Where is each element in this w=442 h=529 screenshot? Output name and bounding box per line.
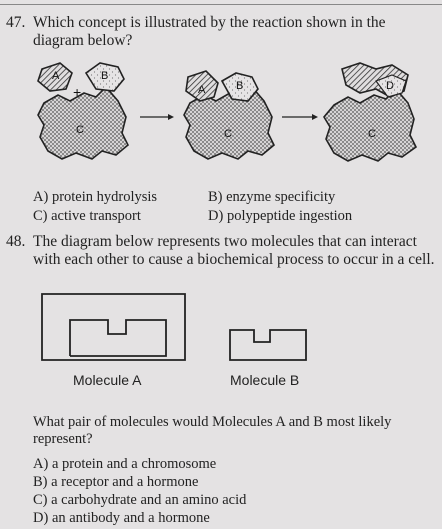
option-text: enzyme specificity <box>226 189 336 205</box>
option-text: an antibody and a hormone <box>51 510 210 526</box>
question-text-line2: diagram below? <box>33 32 133 49</box>
option-text: protein hydrolysis <box>51 189 158 205</box>
q48-option-c[interactable] <box>33 492 246 509</box>
question-number: 47. <box>6 14 26 31</box>
option-letter: D) <box>208 208 224 224</box>
stage-1 <box>38 63 128 159</box>
label-b: B <box>101 70 109 82</box>
svg-text:C: C <box>224 128 232 140</box>
label-d: D <box>386 80 394 92</box>
option-text: a receptor and a hormone <box>51 474 199 490</box>
svg-text:A: A <box>198 84 206 96</box>
question-text-line1: The diagram below represents two molecules that can interact <box>33 233 417 250</box>
q48-option-a[interactable] <box>33 456 216 473</box>
option-letter: D) <box>33 510 49 526</box>
option-text: active transport <box>51 208 141 224</box>
prompt-line1: What pair of molecules would Molecules A and B most likely <box>33 414 392 430</box>
enzyme-reaction-diagram <box>0 55 442 185</box>
option-text: a carbohydrate and an amino acid <box>51 492 247 508</box>
option-letter: B) <box>208 189 223 205</box>
stage-2 <box>184 71 274 159</box>
option-letter: B) <box>33 474 48 490</box>
q47-option-c[interactable] <box>33 208 141 225</box>
svg-text:B: B <box>236 80 244 92</box>
prompt-line2: represent? <box>33 431 93 447</box>
option-text: a protein and a chromosome <box>51 456 217 472</box>
option-text: polypeptide ingestion <box>226 208 353 224</box>
question-number: 48. <box>6 233 26 250</box>
molecule-a-outline <box>42 294 185 360</box>
question-text-line2: with each other to cause a biochemical process to occur in a cell. <box>33 251 435 268</box>
label-c: C <box>76 124 84 136</box>
molecule-a-label: Molecule A <box>73 372 142 388</box>
molecule-c-shape <box>38 87 128 159</box>
q47-option-b[interactable] <box>208 189 335 206</box>
molecule-b-outline <box>230 330 306 360</box>
question-text-line1: Which concept is illustrated by the reaction shown in the <box>33 14 386 31</box>
molecule-b-label: Molecule B <box>230 372 300 388</box>
label-plus: + <box>73 84 82 100</box>
q48-option-d[interactable] <box>33 510 210 527</box>
q48-option-b[interactable] <box>33 474 198 491</box>
q47-option-d[interactable] <box>208 208 352 225</box>
option-letter: C) <box>33 208 48 224</box>
option-letter: A) <box>33 189 49 205</box>
molecules-diagram <box>0 290 442 370</box>
option-letter: C) <box>33 492 48 508</box>
svg-text:C: C <box>368 128 376 140</box>
label-a: A <box>52 70 60 82</box>
stage-3 <box>324 63 416 161</box>
q47-option-a[interactable] <box>33 189 157 206</box>
option-letter: A) <box>33 456 49 472</box>
